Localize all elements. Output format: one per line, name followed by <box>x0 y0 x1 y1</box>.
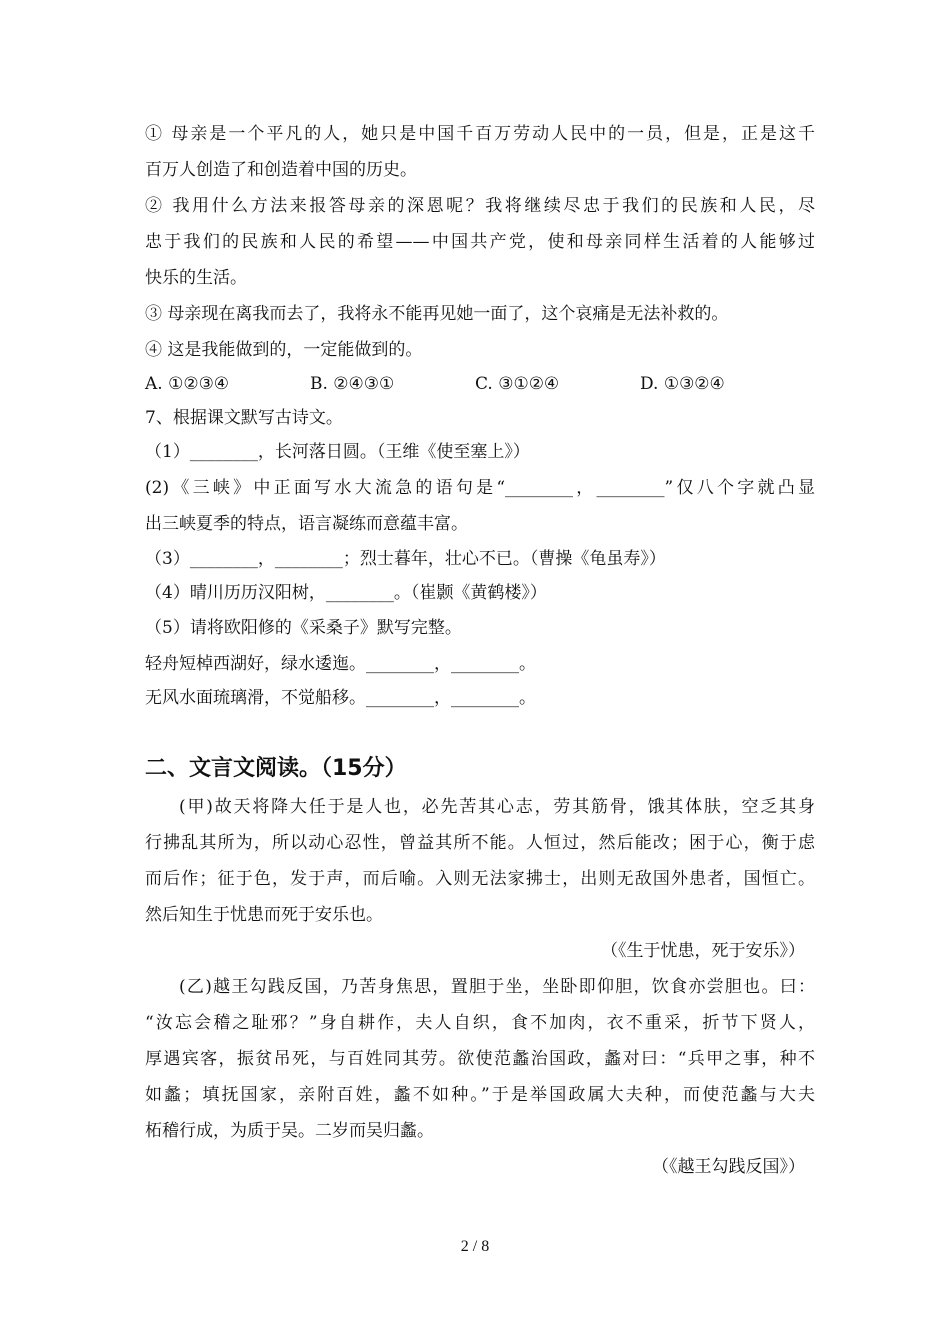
passage-yi-line4: 如蠡；填抚国家，亲附百姓，蠡不如种。”于是举国政属大夫种，而使范蠡与大夫 <box>145 1085 815 1105</box>
passage-yi-line5: 柘稽行成，为质于吴。二岁而吴归蠡。 <box>145 1121 434 1141</box>
option-b: B. ②④③① <box>310 374 395 394</box>
q7-part2-line2: 出三峡夏季的特点，语言凝练而意蕴丰富。 <box>145 514 468 534</box>
q6-item1-line1: ① 母亲是一个平凡的人，她只是中国千百万劳动人民中的一员，但是，正是这千 <box>145 124 815 144</box>
section-heading: 二、文言文阅读。（15分） <box>145 756 407 781</box>
q7-part1: （1）________，长河落日圆。（王维《使至塞上》） <box>145 442 530 462</box>
page-number: 2 / 8 <box>460 1238 490 1255</box>
option-c: C. ③①②④ <box>475 374 560 394</box>
q7-part2-line1: (2)《三峡》中正面写水大流急的语句是“________，________”仅八个字就凸显 <box>145 478 815 498</box>
q6-item2-line3: 快乐的生活。 <box>145 268 247 288</box>
option-d: D. ①③②④ <box>640 374 725 394</box>
q6-item1-line2: 百万人创造了和创造着中国的历史。 <box>145 160 417 180</box>
q7-title: 7、根据课文默写古诗文。 <box>145 408 343 428</box>
q6-options <box>145 373 815 395</box>
passage-yi-line3: 厚遇宾客，振贫吊死，与百姓同其劳。欲使范蠡治国政，蠡对曰：“兵甲之事，种不 <box>145 1049 815 1069</box>
passage-jia-line3: 而后作；征于色，发于声，而后喻。入则无法家拂士，出则无敌国外患者，国恒亡。 <box>145 869 815 889</box>
passage-yi-line1: (乙)越王勾践反国，乃苦身焦思，置胆于坐，坐卧即仰胆，饮食亦尝胆也。曰： <box>179 977 815 997</box>
option-a: A. ①②③④ <box>145 374 230 394</box>
q6-item4: ④ 这是我能做到的，一定能做到的。 <box>145 340 423 360</box>
passage-jia-line4: 然后知生于忧患而死于安乐也。 <box>145 905 383 925</box>
q6-item3: ③ 母亲现在离我而去了，我将永不能再见她一面了，这个哀痛是无法补救的。 <box>145 304 729 324</box>
passage-yi-line2: “汝忘会稽之耻邪？”身自耕作，夫人自织，食不加肉，衣不重采，折节下贤人， <box>145 1013 815 1033</box>
passage-jia-source: （《生于忧患，死于安乐》） <box>601 941 805 961</box>
q7-part4: （4）晴川历历汉阳树，________。（崔颢《黄鹤楼》） <box>145 583 547 603</box>
q7-part3: （3）________，________；烈士暮年，壮心不已。（曹操《龟虽寿》） <box>145 549 666 569</box>
passage-jia-line1: (甲)故天将降大任于是人也，必先苦其心志，劳其筋骨，饿其体肤，空乏其身 <box>179 797 815 817</box>
q7-part5-poem-line1: 轻舟短棹西湖好，绿水逶迤。________，________。 <box>145 654 536 674</box>
passage-yi-source: （《越王勾践反国》） <box>652 1157 805 1177</box>
q6-item2-line1: ② 我用什么方法来报答母亲的深恩呢？我将继续尽忠于我们的民族和人民，尽 <box>145 196 815 216</box>
q7-part5: （5）请将欧阳修的《采桑子》默写完整。 <box>145 618 462 638</box>
q6-item2-line2: 忠于我们的民族和人民的希望——中国共产党，使和母亲同样生活着的人能够过 <box>145 232 815 252</box>
q7-part5-poem-line2: 无风水面琉璃滑，不觉船移。________，________。 <box>145 688 536 708</box>
passage-jia-line2: 行拂乱其所为，所以动心忍性，曾益其所不能。人恒过，然后能改；困于心，衡于虑 <box>145 833 815 853</box>
